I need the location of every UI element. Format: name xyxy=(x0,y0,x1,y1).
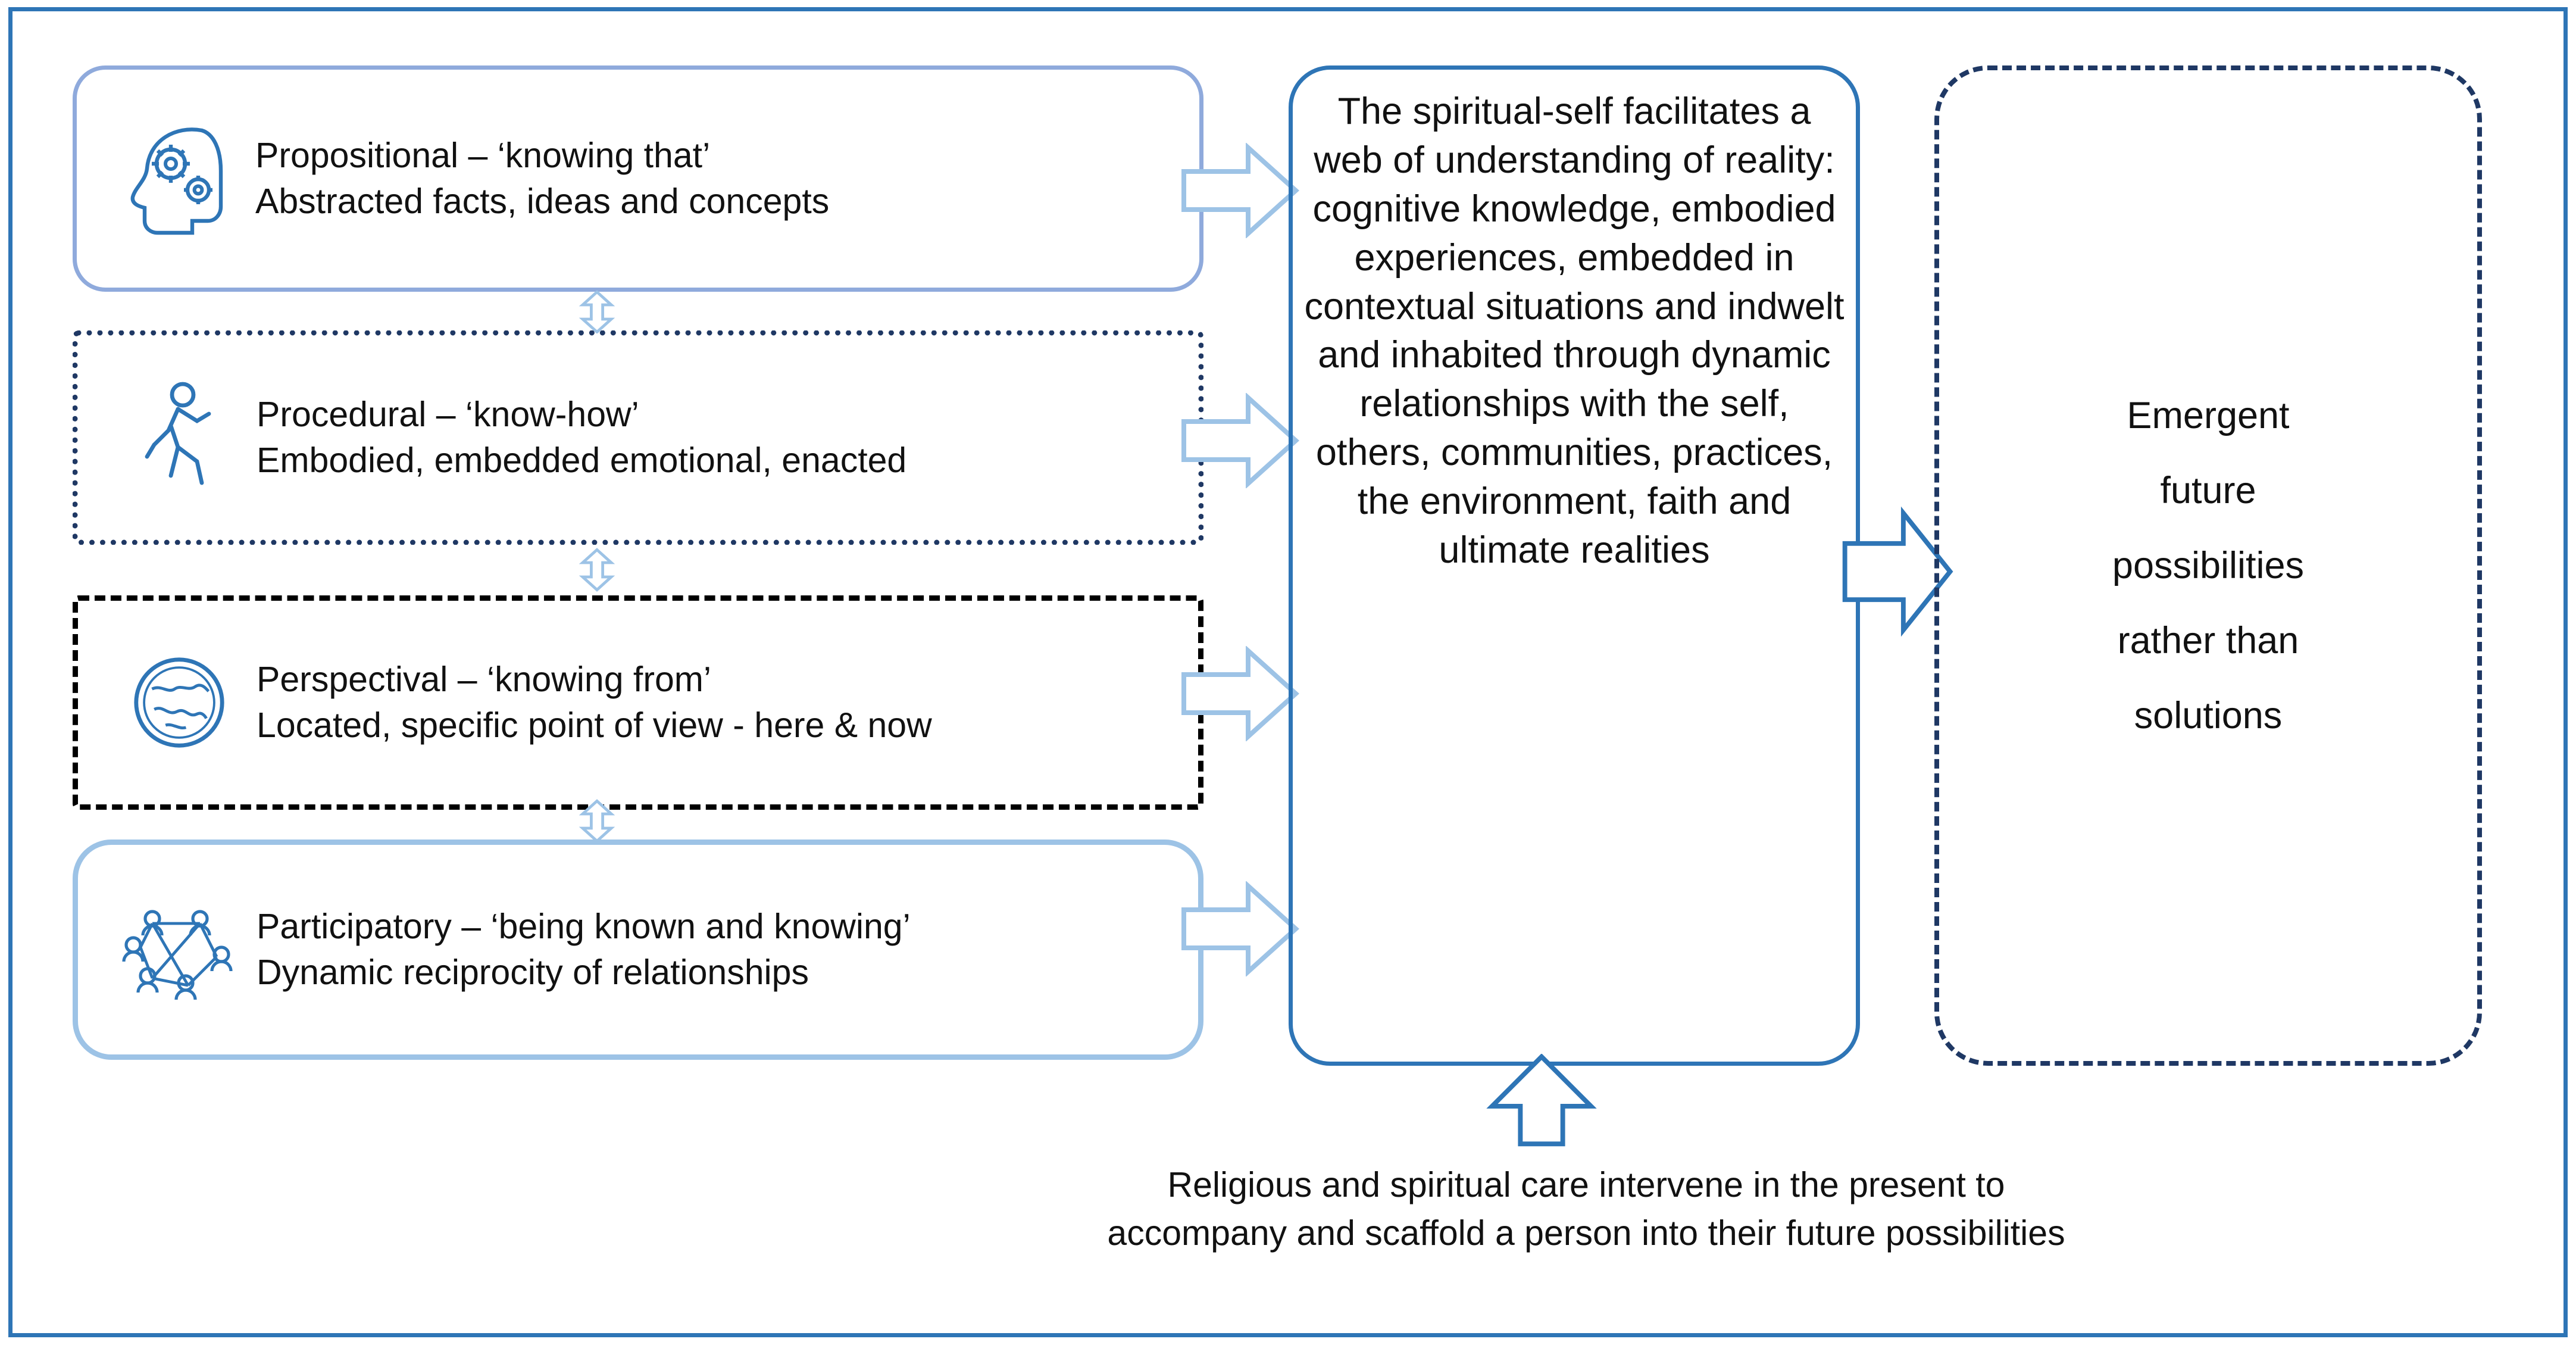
knowledge-box-procedural-text xyxy=(257,392,1198,483)
bottom-caption-line-2: accompany and scaffold a person into their future possibilities xyxy=(1107,1213,2065,1253)
right-line-1: Emergent xyxy=(2127,395,2290,436)
right-line-4: rather than xyxy=(2117,620,2299,661)
box-line-2: Located, specific point of view - here & now xyxy=(257,706,932,745)
knowledge-box-participatory-text xyxy=(257,904,1198,995)
right-line-5: solutions xyxy=(2134,695,2283,737)
head-with-gears-icon xyxy=(101,116,255,241)
right-panel-text xyxy=(2112,378,2304,753)
knowledge-box-propositional xyxy=(73,65,1203,292)
box-line-2: Embodied, embedded emotional, enacted xyxy=(257,441,907,480)
box-line-2: Abstracted facts, ideas and concepts xyxy=(255,182,830,221)
middle-panel-text: The spiritual-self facilitates a web of understanding of reality: cognitive knowledge, embodied experiences, embedded in contextual situations and indwelt and inhabited through dynamic relationships with the self, others, communities, practices, the environment, faith and ultimate realities xyxy=(1304,91,1845,572)
double-arrow-2 xyxy=(568,547,626,593)
box-line-1: Participatory – ‘being known and knowing’ xyxy=(257,907,911,947)
knowledge-box-participatory xyxy=(73,840,1203,1060)
right-line-2: future xyxy=(2160,470,2256,511)
box-line-1: Propositional – ‘knowing that’ xyxy=(255,136,711,176)
walking-person-icon xyxy=(102,378,257,497)
knowledge-box-propositional-text xyxy=(255,133,1199,224)
arrow-perspectival-to-middle xyxy=(1181,646,1300,744)
bottom-caption xyxy=(952,1161,2220,1258)
network-of-people-icon xyxy=(102,890,257,1009)
knowledge-box-perspectival xyxy=(73,595,1203,810)
right-panel xyxy=(1934,65,2482,1066)
box-line-1: Perspectival – ‘knowing from’ xyxy=(257,660,712,700)
right-line-3: possibilities xyxy=(2112,545,2305,586)
knowledge-box-procedural xyxy=(73,330,1203,545)
middle-panel xyxy=(1289,65,1860,1066)
box-line-1: Procedural – ‘know-how’ xyxy=(257,395,639,435)
knowledge-box-perspectival-text xyxy=(257,657,1198,748)
double-arrow-1 xyxy=(568,291,626,333)
box-line-2: Dynamic reciprocity of relationships xyxy=(257,953,809,992)
arrow-procedural-to-middle xyxy=(1181,393,1300,491)
arrow-propositional-to-middle xyxy=(1181,143,1300,241)
arrow-participatory-to-middle xyxy=(1181,881,1300,979)
bottom-caption-line-1: Religious and spiritual care intervene in the present to xyxy=(1167,1165,2005,1204)
double-arrow-3 xyxy=(568,798,626,844)
arrow-caption-to-middle xyxy=(1485,1054,1598,1152)
globe-icon xyxy=(102,646,257,759)
